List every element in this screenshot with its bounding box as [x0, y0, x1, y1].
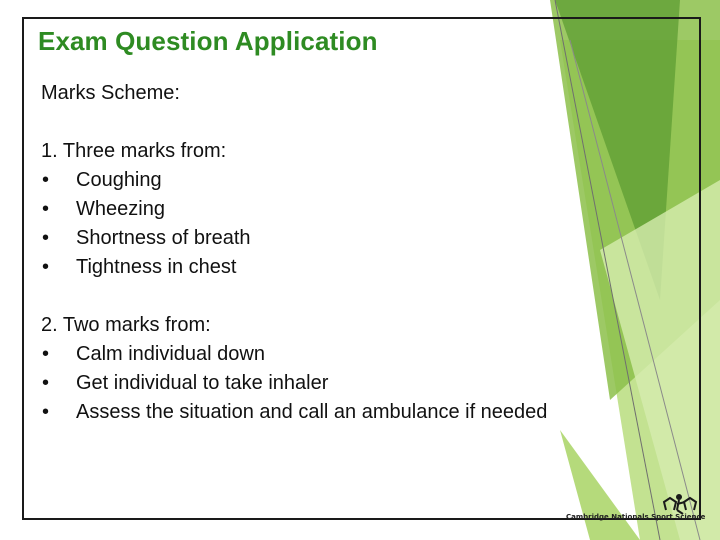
- logo-text: Cambridge Nationals Sport Science: [566, 513, 706, 521]
- list-item: • Wheezing: [41, 195, 601, 224]
- list-item: • Shortness of breath: [41, 224, 601, 253]
- slide-body: [41, 79, 601, 427]
- marks-scheme-label: Marks Scheme:: [41, 82, 180, 104]
- section-2-heading: 2. Two marks from:: [41, 314, 211, 336]
- list-item: • Get individual to take inhaler: [41, 369, 601, 398]
- cambridge-nationals-logo: [566, 488, 704, 528]
- list-item: • Coughing: [41, 166, 601, 195]
- section-1-heading: 1. Three marks from:: [41, 140, 227, 162]
- list-item: • Calm individual down: [41, 340, 601, 369]
- section-2-list: [41, 340, 601, 427]
- list-item: • Assess the situation and call an ambulance if needed: [41, 398, 601, 427]
- list-item: • Tightness in chest: [41, 253, 601, 282]
- slide-title: Exam Question Application: [38, 26, 378, 56]
- spacer: [41, 282, 601, 311]
- section-1-list: [41, 166, 601, 282]
- spacer: [41, 108, 601, 137]
- logo-emblem-icon: [566, 488, 704, 528]
